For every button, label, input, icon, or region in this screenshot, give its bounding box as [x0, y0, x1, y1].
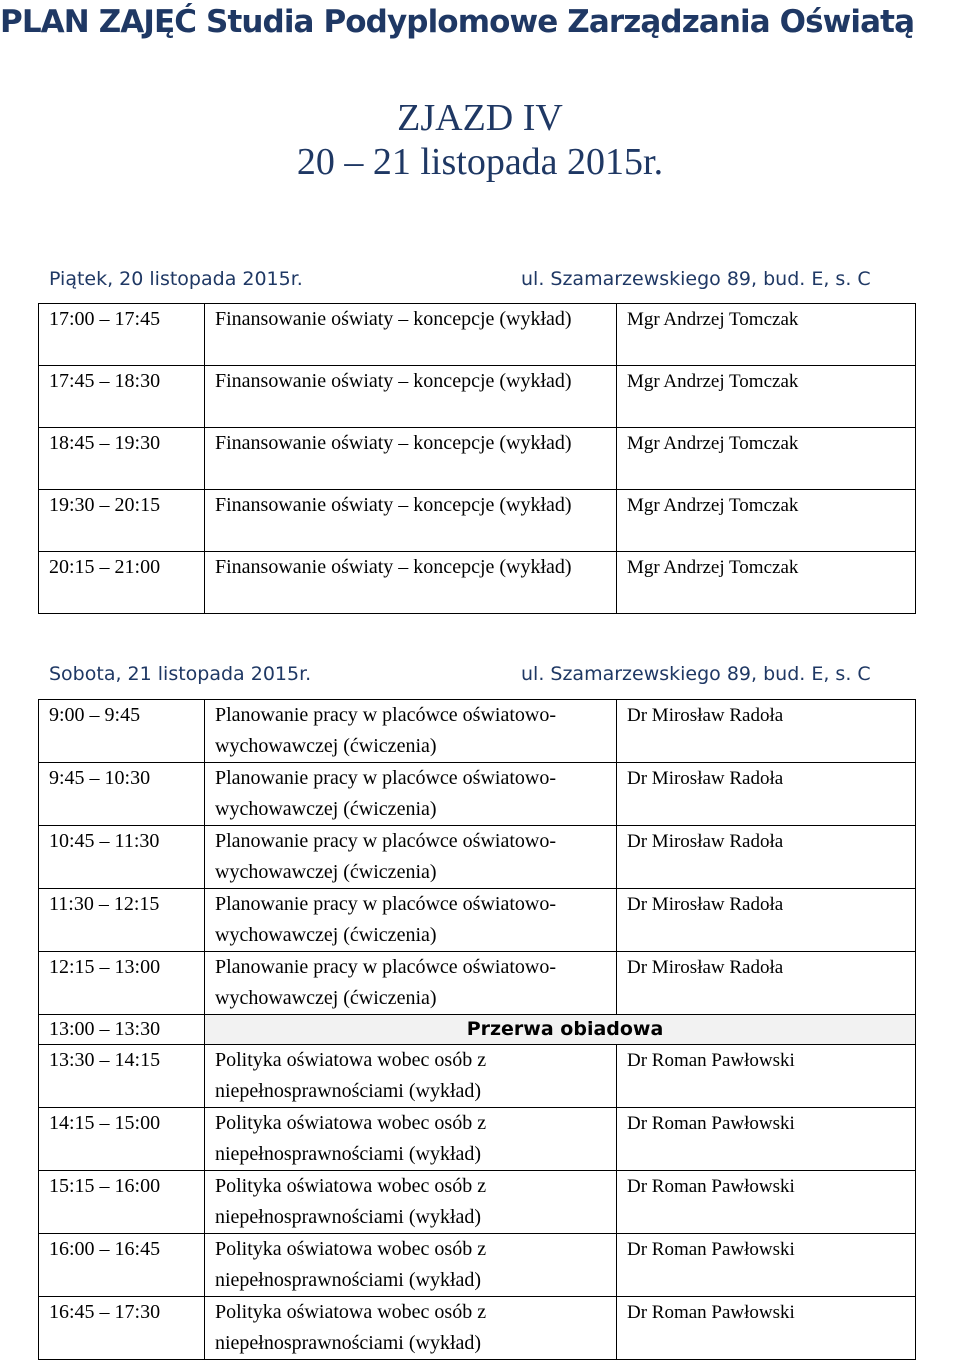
teacher-cell: Dr Mirosław Radoła [617, 826, 916, 889]
document-title: PLAN ZAJĘĆ Studia Podyplomowe Zarządzania Oświatą [0, 4, 915, 40]
teacher-cell: Dr Mirosław Radoła [617, 763, 916, 826]
table-row [39, 1297, 916, 1360]
time-cell: 13:30 – 14:15 [39, 1045, 205, 1108]
table-row [39, 366, 916, 428]
subject-cell: Finansowanie oświaty – koncepcje (wykład) [205, 552, 617, 614]
subject-cell: Planowanie pracy w placówce oświatowo-wychowawczej (ćwiczenia) [205, 763, 617, 826]
time-cell: 9:45 – 10:30 [39, 763, 205, 826]
time-cell: 16:00 – 16:45 [39, 1234, 205, 1297]
teacher-cell: Mgr Andrzej Tomczak [617, 304, 916, 366]
subject-cell: Planowanie pracy w placówce oświatowo-wychowawczej (ćwiczenia) [205, 889, 617, 952]
subject-cell: Finansowanie oświaty – koncepcje (wykład) [205, 304, 617, 366]
teacher-cell: Mgr Andrzej Tomczak [617, 366, 916, 428]
table-row [39, 304, 916, 366]
time-cell: 20:15 – 21:00 [39, 552, 205, 614]
time-cell: 15:15 – 16:00 [39, 1171, 205, 1234]
time-cell: 11:30 – 12:15 [39, 889, 205, 952]
saturday-date: Sobota, 21 listopada 2015r. [49, 663, 312, 685]
teacher-cell: Dr Roman Pawłowski [617, 1108, 916, 1171]
table-row [39, 1171, 916, 1234]
table-row [39, 1108, 916, 1171]
subject-cell: Finansowanie oświaty – koncepcje (wykład) [205, 490, 617, 552]
subject-cell: Planowanie pracy w placówce oświatowo-wychowawczej (ćwiczenia) [205, 700, 617, 763]
break-row [39, 1015, 916, 1045]
table-row [39, 428, 916, 490]
time-cell: 16:45 – 17:30 [39, 1297, 205, 1360]
teacher-cell: Dr Mirosław Radoła [617, 889, 916, 952]
friday-date: Piątek, 20 listopada 2015r. [49, 268, 303, 290]
subject-cell: Polityka oświatowa wobec osób z niepełnosprawnościami (wykład) [205, 1234, 617, 1297]
saturday-schedule-table [38, 699, 916, 1360]
time-cell: 10:45 – 11:30 [39, 826, 205, 889]
time-cell: 19:30 – 20:15 [39, 490, 205, 552]
time-cell: 12:15 – 13:00 [39, 952, 205, 1015]
subject-cell: Finansowanie oświaty – koncepcje (wykład) [205, 428, 617, 490]
time-cell: 17:45 – 18:30 [39, 366, 205, 428]
subject-cell: Finansowanie oświaty – koncepcje (wykład) [205, 366, 617, 428]
table-row [39, 952, 916, 1015]
subject-cell: Planowanie pracy w placówce oświatowo-wychowawczej (ćwiczenia) [205, 826, 617, 889]
table-row [39, 763, 916, 826]
teacher-cell: Dr Roman Pawłowski [617, 1045, 916, 1108]
session-dates: 20 – 21 listopada 2015r. [296, 141, 664, 183]
teacher-cell: Dr Roman Pawłowski [617, 1297, 916, 1360]
table-row [39, 1234, 916, 1297]
subject-cell: Polityka oświatowa wobec osób z niepełnosprawnościami (wykład) [205, 1045, 617, 1108]
time-cell: 9:00 – 9:45 [39, 700, 205, 763]
table-row [39, 1045, 916, 1108]
table-row [39, 826, 916, 889]
saturday-location: ul. Szamarzewskiego 89, bud. E, s. C [521, 663, 871, 685]
table-row [39, 552, 916, 614]
subject-cell: Polityka oświatowa wobec osób z niepełnosprawnościami (wykład) [205, 1108, 617, 1171]
table-row [39, 700, 916, 763]
time-cell: 18:45 – 19:30 [39, 428, 205, 490]
friday-location: ul. Szamarzewskiego 89, bud. E, s. C [521, 268, 871, 290]
teacher-cell: Mgr Andrzej Tomczak [617, 552, 916, 614]
subject-cell: Planowanie pracy w placówce oświatowo-wychowawczej (ćwiczenia) [205, 952, 617, 1015]
session-title: ZJAZD IV [397, 97, 563, 139]
subject-cell: Polityka oświatowa wobec osób z niepełnosprawnościami (wykład) [205, 1297, 617, 1360]
teacher-cell: Dr Roman Pawłowski [617, 1171, 916, 1234]
teacher-cell: Dr Roman Pawłowski [617, 1234, 916, 1297]
teacher-cell: Mgr Andrzej Tomczak [617, 428, 916, 490]
friday-schedule-table [38, 303, 916, 614]
teacher-cell: Mgr Andrzej Tomczak [617, 490, 916, 552]
table-row [39, 889, 916, 952]
time-cell: 13:00 – 13:30 [39, 1015, 205, 1045]
time-cell: 17:00 – 17:45 [39, 304, 205, 366]
lunch-break-label: Przerwa obiadowa [205, 1015, 916, 1045]
time-cell: 14:15 – 15:00 [39, 1108, 205, 1171]
subject-cell: Polityka oświatowa wobec osób z niepełnosprawnościami (wykład) [205, 1171, 617, 1234]
table-row [39, 490, 916, 552]
teacher-cell: Dr Mirosław Radoła [617, 952, 916, 1015]
teacher-cell: Dr Mirosław Radoła [617, 700, 916, 763]
